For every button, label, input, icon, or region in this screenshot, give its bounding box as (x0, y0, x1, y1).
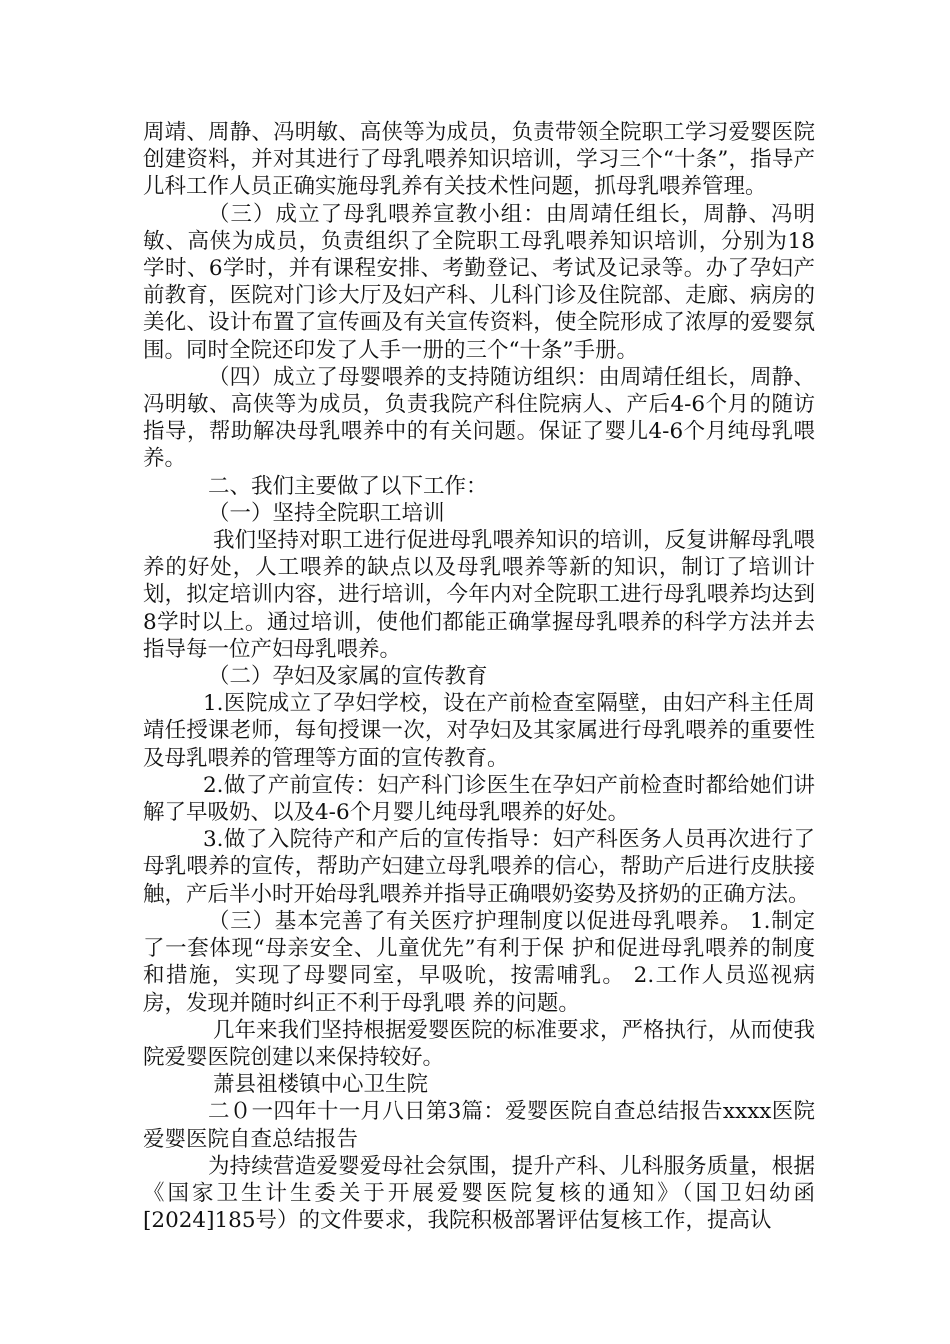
signature-organization: 萧县祖楼镇中心卫生院 (213, 1072, 429, 1098)
document-body (143, 119, 815, 1234)
paragraph-conclusion: 几年来我们坚持根据爱婴医院的标准要求，严格执行，从而使我院爱婴医院创建以来保持较好。 (143, 1017, 816, 1070)
paragraph-staff-training: 我们坚持对职工进行促进母乳喂养知识的培训，反复讲解母乳喂养的好处，人工喂养的缺点以及母乳喂养等新的知识，制订了培训计划，拟定培训内容，进行培训，今年内对全院职工进行母乳喂养均达到8学时以上。通过培训，使他们都能正确掌握母乳喂养的科学方法并去指导每一位产妇母乳喂养。 (143, 528, 816, 662)
paragraph-followup-group: （四）成立了母婴喂养的支持随访组织：由周靖任组长，周静、冯明敏、高侠等为成员，负责我院产科住院病人、产后4-6个月的随访指导，帮助解决母乳喂养中的有关问题。保证了婴儿4-6个月纯母乳喂养。 (143, 364, 815, 472)
paragraph-next-report-intro: 为持续营造爱婴爱母社会氛围，提升产科、儿科服务质量，根据《国家卫生计生委关于开展爱婴医院复核的通知》（国卫妇幼函[2024]185号）的文件要求，我院积极部署评估复核工作，提高认 (143, 1153, 815, 1234)
paragraph-education-group: （三）成立了母乳喂养宣教小组：由周靖任组长，周静、冯明敏、高侠为成员，负责组织了全院职工母乳喂养知识培训，分别为18学时、6学时，并有课程安排、考勤登记、考试及记录等。办了孕妇产前教育，医院对门诊大厅及妇产科、儿科门诊及住院部、走廊、病房的美化、设计布置了宣传画及有关宣传资料，使全院形成了浓厚的爱婴氛围。同时全院还印发了人手一册的三个“十条”手册。 (143, 201, 815, 363)
paragraph-postnatal-guidance: 3.做了入院待产和产后的宣传指导：妇产科医务人员再次进行了母乳喂养的宣传，帮助产妇建立母乳喂养的信心，帮助产后进行皮肤接触，产后半小时开始母乳喂养并指导正确喂奶姿势及挤奶的正确方法。 (143, 827, 815, 907)
subheading-staff-training: （一）坚持全院职工培训 (208, 500, 445, 526)
paragraph-prenatal-publicity: 2.做了产前宣传：妇产科门诊医生在孕妇产前检查时都给她们讲解了早吸奶、以及4-6个月婴儿纯母乳喂养的好处。 (143, 772, 815, 826)
paragraph-date-and-next-title: 二０一四年十一月八日第3篇：爱婴医院自查总结报告xxxx医院爱婴医院自查总结报告 (143, 1099, 815, 1152)
subheading-family-education: （二）孕妇及家属的宣传教育 (208, 664, 488, 690)
paragraph-pregnancy-school: 1.医院成立了孕妇学校，设在产前检查室隔壁，由妇产科主任周靖任授课老师，每旬授课一次，对孕妇及其家属进行母乳喂养的重要性及母乳喂养的管理等方面的宣传教育。 (143, 691, 815, 771)
paragraph-care-system: （三）基本完善了有关医疗护理制度以促进母乳喂养。 1.制定了一套体现“母亲安全、儿童优先”有利于保 护和促进母乳喂养的制度和措施，实现了母婴同室，早吸吮，按需哺乳。 2.工作人员巡视病房，发现并随时纠正不利于母乳喂 养的问题。 (143, 908, 815, 1016)
paragraph-leaders: 周靖、周静、冯明敏、高侠等为成员，负责带领全院职工学习爱婴医院创建资料，并对其进行了母乳喂养知识培训，学习三个“十条”，指导产儿科工作人员正确实施母乳养有关技术性问题，抓母乳喂养管理。 (143, 120, 815, 200)
section-heading-main-work: 二、我们主要做了以下工作： (208, 473, 488, 499)
